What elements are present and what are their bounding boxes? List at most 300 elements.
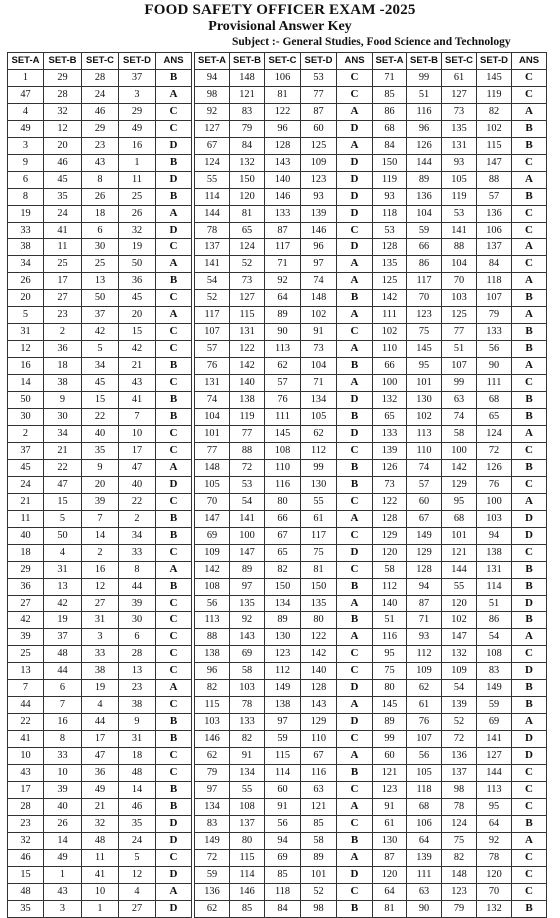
set-a-cell: 98 — [195, 86, 230, 103]
table-header-row — [373, 53, 547, 70]
set-a-cell: 110 — [373, 341, 407, 358]
answer-cell: C — [156, 324, 192, 341]
table-row — [373, 290, 547, 307]
set-a-cell: 107 — [195, 324, 230, 341]
answer-cell: B — [337, 832, 373, 849]
set-c-cell: 135 — [442, 120, 477, 137]
set-b-cell: 64 — [407, 832, 442, 849]
set-c-cell: 3 — [82, 629, 119, 646]
set-a-cell: 80 — [373, 680, 407, 697]
set-d-cell: 105 — [301, 409, 337, 426]
answer-cell: C — [156, 290, 192, 307]
set-d-cell: 40 — [119, 476, 156, 493]
set-a-cell: 74 — [195, 392, 230, 409]
set-b-cell: 131 — [230, 324, 265, 341]
set-d-cell: 129 — [301, 714, 337, 731]
set-b-cell: 57 — [407, 476, 442, 493]
table-row — [195, 561, 373, 578]
set-d-cell: 56 — [477, 341, 512, 358]
set-c-cell: 11 — [82, 849, 119, 866]
set-d-cell: 58 — [301, 832, 337, 849]
answer-cell: C — [512, 86, 547, 103]
answer-cell: B — [512, 120, 547, 137]
table-row — [195, 900, 373, 917]
set-b-cell: 118 — [407, 781, 442, 798]
answer-cell: C — [156, 425, 192, 442]
set-d-cell: 86 — [477, 612, 512, 629]
set-c-cell: 104 — [442, 256, 477, 273]
answer-cell: C — [512, 222, 547, 239]
set-b-cell: 123 — [407, 307, 442, 324]
set-b-cell: 15 — [44, 493, 82, 510]
table-row — [195, 103, 373, 120]
set-b-cell: 141 — [230, 510, 265, 527]
set-d-cell: 49 — [119, 120, 156, 137]
set-b-cell: 8 — [44, 731, 82, 748]
set-a-cell: 45 — [8, 459, 44, 476]
set-d-cell: 72 — [477, 442, 512, 459]
answer-cell: D — [337, 120, 373, 137]
set-d-cell: 125 — [301, 137, 337, 154]
table-row — [8, 392, 192, 409]
set-a-cell: 65 — [373, 409, 407, 426]
answer-cell: C — [512, 646, 547, 663]
answer-cell: B — [512, 578, 547, 595]
set-d-cell: 73 — [301, 341, 337, 358]
set-d-cell: 24 — [119, 832, 156, 849]
set-b-cell: 59 — [407, 222, 442, 239]
answer-cell: A — [337, 375, 373, 392]
set-d-cell: 44 — [119, 578, 156, 595]
table-row — [373, 832, 547, 849]
set-c-cell: 103 — [442, 290, 477, 307]
answer-cell: D — [156, 900, 192, 917]
set-b-cell: 119 — [230, 409, 265, 426]
set-b-cell: 96 — [407, 120, 442, 137]
set-d-cell: 109 — [301, 154, 337, 171]
set-d-cell: 23 — [119, 680, 156, 697]
answer-cell: C — [337, 69, 373, 86]
answer-cell: A — [337, 307, 373, 324]
set-d-cell: 13 — [119, 663, 156, 680]
table-row — [373, 476, 547, 493]
answer-cell: B — [512, 561, 547, 578]
set-c-cell: 120 — [442, 595, 477, 612]
answer-cell: B — [512, 680, 547, 697]
set-a-cell: 87 — [373, 849, 407, 866]
set-b-cell: 89 — [407, 171, 442, 188]
answer-cell: D — [337, 171, 373, 188]
answer-cell: A — [337, 697, 373, 714]
set-c-cell: 118 — [265, 883, 301, 900]
set-b-cell: 89 — [230, 561, 265, 578]
set-c-cell: 51 — [442, 341, 477, 358]
table-row — [8, 578, 192, 595]
set-a-cell: 99 — [373, 731, 407, 748]
set-c-cell: 63 — [442, 392, 477, 409]
set-a-cell: 50 — [8, 392, 44, 409]
table-row — [373, 324, 547, 341]
set-d-cell: 79 — [477, 307, 512, 324]
set-c-cell: 6 — [82, 222, 119, 239]
set-d-cell: 93 — [301, 188, 337, 205]
set-d-cell: 78 — [477, 849, 512, 866]
set-c-cell: 30 — [82, 239, 119, 256]
set-d-cell: 76 — [477, 476, 512, 493]
set-a-cell: 66 — [373, 358, 407, 375]
set-b-cell: 53 — [230, 476, 265, 493]
set-d-cell: 84 — [477, 256, 512, 273]
set-c-cell: 72 — [442, 731, 477, 748]
set-c-cell: 88 — [442, 239, 477, 256]
answer-cell: D — [512, 527, 547, 544]
set-c-cell: 68 — [442, 510, 477, 527]
set-c-cell: 125 — [442, 307, 477, 324]
set-d-cell: 35 — [119, 815, 156, 832]
set-a-cell: 120 — [373, 544, 407, 561]
set-d-cell: 63 — [301, 781, 337, 798]
set-c-cell: 53 — [442, 205, 477, 222]
set-c-cell: 59 — [265, 731, 301, 748]
answer-cell: C — [156, 120, 192, 137]
table-row — [195, 188, 373, 205]
table-row — [373, 510, 547, 527]
set-a-cell: 42 — [8, 612, 44, 629]
set-c-cell: 70 — [442, 273, 477, 290]
table-row — [373, 680, 547, 697]
table-row — [8, 714, 192, 731]
table-row — [195, 222, 373, 239]
set-a-cell: 100 — [373, 375, 407, 392]
answer-cell: C — [512, 442, 547, 459]
table-row — [195, 307, 373, 324]
set-c-cell: 32 — [82, 815, 119, 832]
set-a-cell: 39 — [8, 629, 44, 646]
exam-title: FOOD SAFETY OFFICER EXAM -2025 — [144, 2, 416, 18]
table-row — [373, 866, 547, 883]
set-a-cell: 14 — [8, 375, 44, 392]
answer-cell: A — [337, 595, 373, 612]
set-b-cell: 2 — [44, 324, 82, 341]
col-header-set-c: SET-C — [442, 53, 477, 70]
set-b-cell: 109 — [407, 663, 442, 680]
set-b-cell: 66 — [407, 239, 442, 256]
set-a-cell: 105 — [195, 476, 230, 493]
set-c-cell: 123 — [442, 883, 477, 900]
set-c-cell: 122 — [265, 103, 301, 120]
answer-cell: A — [156, 883, 192, 900]
set-d-cell: 69 — [477, 714, 512, 731]
table-row — [373, 273, 547, 290]
set-d-cell: 130 — [301, 476, 337, 493]
table-row — [8, 849, 192, 866]
set-d-cell: 10 — [119, 425, 156, 442]
table-row — [195, 646, 373, 663]
col-header-set-a: SET-A — [373, 53, 407, 70]
set-c-cell: 56 — [265, 815, 301, 832]
set-c-cell: 148 — [442, 866, 477, 883]
set-b-cell: 106 — [407, 815, 442, 832]
set-d-cell: 71 — [301, 375, 337, 392]
set-d-cell: 127 — [477, 748, 512, 765]
set-b-cell: 142 — [230, 358, 265, 375]
set-b-cell: 76 — [407, 714, 442, 731]
set-d-cell: 112 — [301, 442, 337, 459]
set-d-cell: 53 — [301, 69, 337, 86]
table-row — [8, 358, 192, 375]
set-b-cell: 61 — [407, 697, 442, 714]
answer-cell: B — [337, 765, 373, 782]
set-d-cell: 21 — [119, 358, 156, 375]
set-d-cell: 41 — [119, 392, 156, 409]
answer-cell: B — [156, 781, 192, 798]
set-c-cell: 77 — [442, 324, 477, 341]
answer-cell: B — [156, 510, 192, 527]
set-d-cell: 38 — [119, 697, 156, 714]
set-d-cell: 16 — [119, 137, 156, 154]
set-c-cell: 4 — [82, 697, 119, 714]
set-c-cell: 47 — [82, 748, 119, 765]
set-c-cell: 55 — [442, 578, 477, 595]
set-b-cell: 108 — [230, 798, 265, 815]
answer-cell: C — [512, 765, 547, 782]
table-row — [8, 324, 192, 341]
answer-cell: A — [156, 307, 192, 324]
answer-cell: A — [512, 273, 547, 290]
table-row — [8, 527, 192, 544]
set-b-cell: 129 — [407, 544, 442, 561]
answer-cell: B — [512, 341, 547, 358]
set-d-cell: 141 — [477, 731, 512, 748]
set-c-cell: 85 — [265, 866, 301, 883]
set-c-cell: 62 — [265, 358, 301, 375]
answer-cell: A — [337, 103, 373, 120]
answer-cell: C — [337, 86, 373, 103]
col-header-set-a: SET-A — [195, 53, 230, 70]
table-row — [195, 476, 373, 493]
set-a-cell: 96 — [195, 663, 230, 680]
table-row — [373, 69, 547, 86]
set-c-cell: 35 — [82, 442, 119, 459]
set-c-cell: 124 — [442, 815, 477, 832]
set-d-cell: 145 — [477, 69, 512, 86]
set-d-cell: 91 — [301, 324, 337, 341]
table-row — [373, 714, 547, 731]
set-c-cell: 37 — [82, 307, 119, 324]
set-a-cell: 11 — [8, 510, 44, 527]
table-row — [195, 883, 373, 900]
set-b-cell: 6 — [44, 680, 82, 697]
table-row — [195, 425, 373, 442]
set-a-cell: 44 — [8, 697, 44, 714]
set-d-cell: 11 — [119, 171, 156, 188]
set-d-cell: 116 — [301, 765, 337, 782]
set-b-cell: 3 — [44, 900, 82, 917]
set-d-cell: 18 — [119, 748, 156, 765]
set-a-cell: 142 — [195, 561, 230, 578]
table-row — [195, 392, 373, 409]
set-c-cell: 7 — [82, 510, 119, 527]
table-row — [195, 765, 373, 782]
table-row — [8, 765, 192, 782]
set-a-cell: 88 — [195, 629, 230, 646]
answer-cell: D — [156, 832, 192, 849]
col-header-ans: ANS — [512, 53, 547, 70]
set-c-cell: 146 — [265, 188, 301, 205]
answer-cell: A — [512, 425, 547, 442]
set-b-cell: 19 — [44, 612, 82, 629]
set-a-cell: 137 — [195, 239, 230, 256]
table-row — [195, 409, 373, 426]
answer-cell: B — [156, 69, 192, 86]
set-c-cell: 54 — [442, 680, 477, 697]
set-b-cell: 150 — [230, 171, 265, 188]
set-c-cell: 33 — [82, 646, 119, 663]
answer-cell: C — [156, 341, 192, 358]
answer-cell: B — [337, 409, 373, 426]
answer-cell: B — [337, 459, 373, 476]
table-row — [373, 120, 547, 137]
table-row — [373, 493, 547, 510]
answer-cell: C — [337, 442, 373, 459]
table-row — [8, 69, 192, 86]
answer-cell: C — [156, 375, 192, 392]
answer-cell: D — [156, 137, 192, 154]
answer-cell: C — [156, 103, 192, 120]
answer-cell: C — [512, 849, 547, 866]
set-d-cell: 33 — [119, 544, 156, 561]
set-c-cell: 8 — [82, 171, 119, 188]
set-c-cell: 48 — [82, 832, 119, 849]
answer-cell: C — [337, 731, 373, 748]
set-b-cell: 95 — [407, 358, 442, 375]
set-b-cell: 5 — [44, 510, 82, 527]
set-d-cell: 19 — [119, 239, 156, 256]
set-b-cell: 4 — [44, 544, 82, 561]
answer-cell: B — [512, 409, 547, 426]
set-b-cell: 28 — [44, 86, 82, 103]
set-a-cell: 122 — [373, 493, 407, 510]
table-row — [8, 663, 192, 680]
answer-cell: A — [512, 714, 547, 731]
set-a-cell: 123 — [373, 781, 407, 798]
answer-cell: C — [512, 798, 547, 815]
set-d-cell: 55 — [301, 493, 337, 510]
set-d-cell: 36 — [119, 273, 156, 290]
table-row — [8, 205, 192, 222]
set-c-cell: 84 — [265, 900, 301, 917]
set-b-cell: 58 — [230, 663, 265, 680]
answer-cell: A — [156, 561, 192, 578]
table-row — [8, 493, 192, 510]
set-a-cell: 79 — [195, 765, 230, 782]
set-b-cell: 94 — [407, 578, 442, 595]
set-b-cell: 7 — [44, 697, 82, 714]
set-b-cell: 34 — [44, 425, 82, 442]
answer-cell: C — [512, 544, 547, 561]
set-a-cell: 141 — [195, 256, 230, 273]
set-b-cell: 47 — [44, 476, 82, 493]
table-row — [8, 748, 192, 765]
set-a-cell: 55 — [195, 171, 230, 188]
set-a-cell: 73 — [373, 476, 407, 493]
table-row — [195, 595, 373, 612]
answer-cell: A — [156, 680, 192, 697]
answer-cell: B — [337, 358, 373, 375]
table-row — [373, 375, 547, 392]
set-a-cell: 8 — [8, 188, 44, 205]
set-a-cell: 138 — [195, 646, 230, 663]
answer-cell: B — [512, 392, 547, 409]
set-d-cell: 83 — [477, 663, 512, 680]
set-c-cell: 149 — [265, 680, 301, 697]
table-row — [373, 256, 547, 273]
table-row — [8, 680, 192, 697]
set-a-cell: 147 — [195, 510, 230, 527]
answer-cell: C — [156, 239, 192, 256]
set-a-cell: 126 — [373, 459, 407, 476]
table-row — [373, 697, 547, 714]
set-a-cell: 5 — [8, 307, 44, 324]
table-row — [195, 781, 373, 798]
set-b-cell: 75 — [407, 324, 442, 341]
set-c-cell: 38 — [82, 663, 119, 680]
set-c-cell: 75 — [442, 832, 477, 849]
table-row — [373, 307, 547, 324]
set-a-cell: 149 — [195, 832, 230, 849]
set-b-cell: 124 — [230, 239, 265, 256]
answer-cell: D — [337, 205, 373, 222]
answer-cell: C — [156, 612, 192, 629]
table-row — [8, 561, 192, 578]
set-a-cell: 28 — [8, 798, 44, 815]
set-d-cell: 120 — [477, 866, 512, 883]
table-row — [373, 629, 547, 646]
set-c-cell: 23 — [82, 137, 119, 154]
set-a-cell: 12 — [8, 341, 44, 358]
table-row — [373, 765, 547, 782]
table-row — [8, 629, 192, 646]
set-c-cell: 13 — [82, 273, 119, 290]
set-a-cell: 95 — [373, 646, 407, 663]
set-c-cell: 89 — [265, 612, 301, 629]
set-b-cell: 100 — [230, 527, 265, 544]
answer-cell: C — [156, 442, 192, 459]
set-a-cell: 134 — [195, 798, 230, 815]
set-a-cell: 77 — [195, 442, 230, 459]
table-row — [373, 748, 547, 765]
set-d-cell: 15 — [119, 324, 156, 341]
set-a-cell: 135 — [373, 256, 407, 273]
answer-cell: B — [156, 409, 192, 426]
table-row — [373, 358, 547, 375]
set-c-cell: 115 — [265, 748, 301, 765]
set-d-cell: 149 — [477, 680, 512, 697]
set-b-cell: 46 — [44, 154, 82, 171]
set-d-cell: 26 — [119, 205, 156, 222]
table-row — [8, 154, 192, 171]
set-b-cell: 133 — [230, 714, 265, 731]
set-c-cell: 17 — [82, 731, 119, 748]
set-c-cell: 31 — [82, 612, 119, 629]
set-b-cell: 48 — [44, 646, 82, 663]
table-row — [195, 629, 373, 646]
set-a-cell: 131 — [195, 375, 230, 392]
set-b-cell: 111 — [407, 866, 442, 883]
set-c-cell: 69 — [265, 849, 301, 866]
answer-cell: A — [512, 103, 547, 120]
set-d-cell: 27 — [119, 900, 156, 917]
